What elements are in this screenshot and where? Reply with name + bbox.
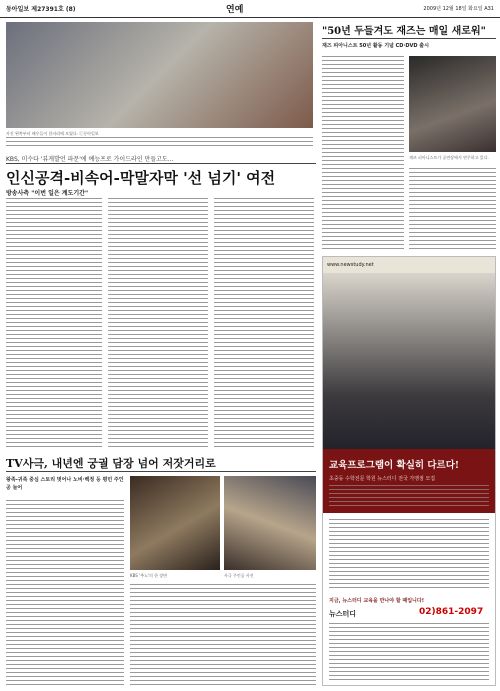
- education-ad[interactable]: [322, 256, 496, 686]
- ad-brand: 뉴스터디: [329, 610, 357, 618]
- tv-story-photo-2: [224, 476, 316, 570]
- divider: [322, 38, 496, 39]
- tv-story-body-col-2: [130, 584, 316, 686]
- masthead: 동아일보 제27391호 (8): [6, 6, 76, 13]
- ad-band: 지금, 뉴스터디 교육을 만나야 할 때입니다!: [329, 598, 424, 604]
- caption-text-block: [6, 137, 313, 147]
- jazz-story-body-col-1: [322, 56, 404, 250]
- top-story-body-col-3: [214, 198, 314, 448]
- top-story-headline: 인신공격-비속어-막말자막 '선 넘기' 여전: [6, 169, 276, 187]
- top-story-body-col-2: [108, 198, 208, 448]
- jazz-story-photo: [409, 56, 496, 152]
- tv-story-caption-left: KBS '추노'의 한 장면: [130, 573, 168, 578]
- top-story-byline: 방송사측 "이번 일은 계도기간": [6, 190, 89, 197]
- section-title: 연예: [226, 5, 244, 15]
- tv-story-subhead: 왕족-귀족 중심 스토리 벗어나 노비·백정 등 평민 주인공 늘어: [6, 477, 124, 491]
- ad-headline: 교육프로그램이 확실히 다르다!: [329, 460, 460, 471]
- issue-date: 2009년 12월 18일 화요일 A31: [423, 6, 494, 12]
- ad-subline: 초중등 수학전문 학원 뉴스터디 전국 가맹점 모집: [329, 476, 436, 482]
- divider: [6, 471, 316, 472]
- jazz-story-photo-caption: 재즈 피아니스트가 공연장에서 연주하고 있다.: [409, 155, 489, 160]
- tv-story-photo-1: [130, 476, 220, 570]
- ad-details: [329, 519, 489, 589]
- tv-story-headline: TV사극, 내년엔 궁궐 담장 넘어 저잣거리로: [6, 457, 216, 470]
- tv-story-body-col-1: [6, 500, 124, 686]
- ad-site[interactable]: www.newstudy.net: [327, 262, 374, 268]
- divider: [6, 163, 316, 164]
- jazz-story-headline: "50년 두들겨도 재즈는 매일 새로워": [322, 26, 486, 37]
- tv-story-caption-right: 사극 주인공 사진: [224, 573, 254, 578]
- jazz-story-subhead: 재즈 피아니스트 50년 활동 기념 CD·DVD 출시: [322, 43, 429, 49]
- ad-group-photo: [323, 273, 495, 449]
- top-story-kicker: KBS, 미수다 '뷰게발언 파문'에 예능프로 가이드라인 만들고도…: [6, 156, 174, 163]
- top-story-photo-caption: 사진 왼쪽부터 배우들이 한자리에 모였다. ⓒ동아일보: [6, 131, 99, 136]
- ad-phone[interactable]: 02)861-2097: [419, 607, 484, 617]
- page-header: [0, 0, 500, 18]
- top-story-photo: [6, 22, 313, 128]
- ad-text-block: [329, 485, 489, 507]
- ad-footer-text: [329, 623, 489, 681]
- top-story-body-col-1: [6, 198, 102, 448]
- jazz-story-body-col-2: [409, 168, 496, 250]
